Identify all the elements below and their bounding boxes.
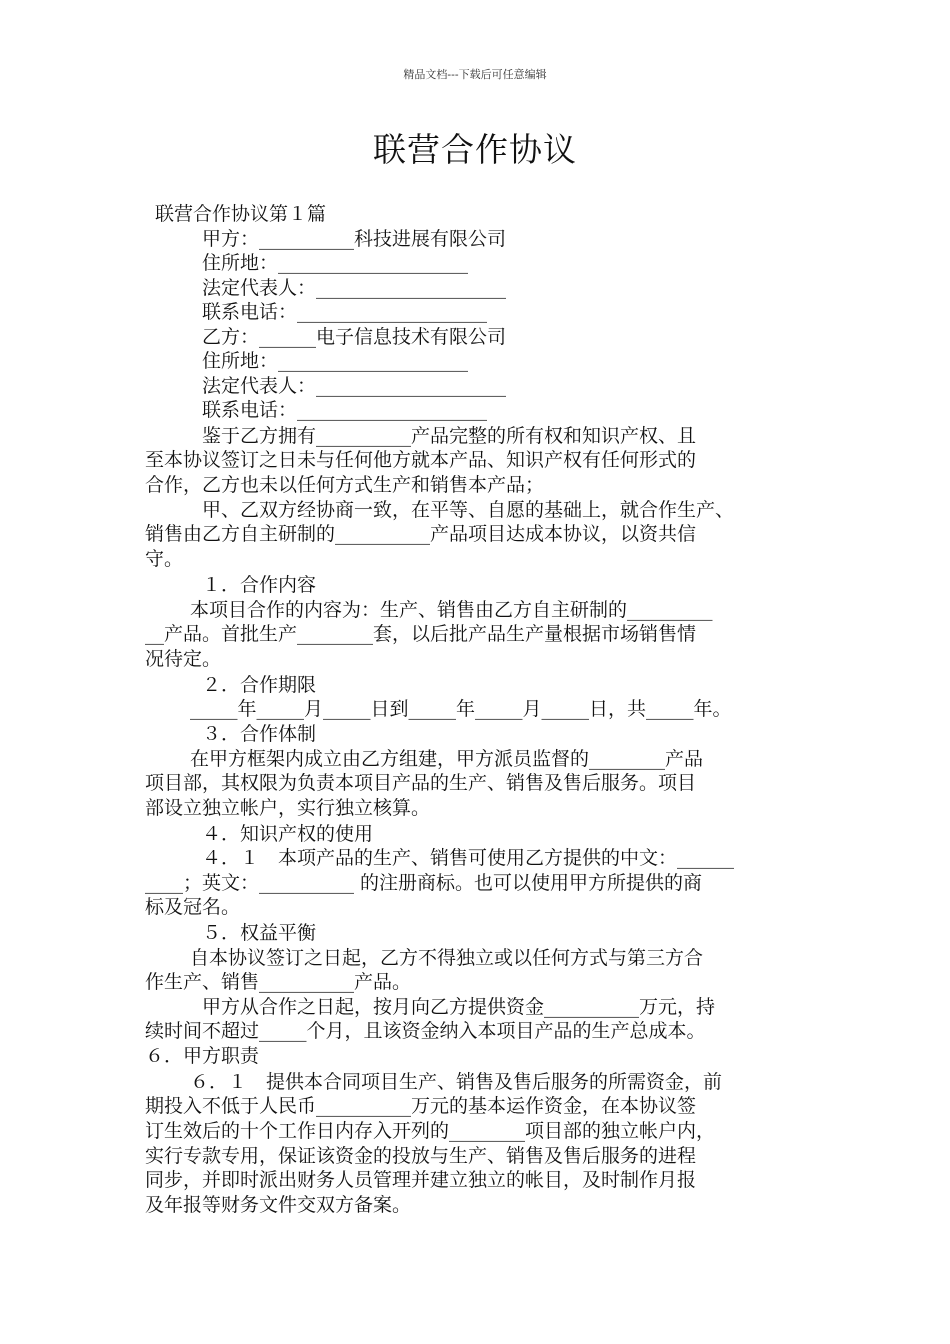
- text-line: 及年报等财务文件交双方备案。: [145, 1194, 412, 1216]
- text-line: 至本协议签订之日未与任何他方就本产品、知识产权有任何形式的: [145, 449, 697, 471]
- text-line: 鉴于乙方拥有__________产品完整的所有权和知识产权、且: [202, 425, 697, 447]
- text-line: 部设立独立帐户，实行独立核算。: [145, 797, 431, 819]
- text-line: ４．１ 本项产品的生产、销售可使用乙方提供的中文：______: [202, 847, 735, 869]
- text-line: 况待定。: [145, 648, 222, 670]
- party-b-phone: 联系电话：____________________: [202, 399, 488, 421]
- text-line: 实行专款专用，保证该资金的投放与生产、销售及售后服务的进程: [145, 1145, 697, 1167]
- text-line: 合作，乙方也未以任何方式生产和销售本产品；: [145, 474, 545, 496]
- text-line: 期投入不低于人民币__________万元的基本运作资金，在本协议签: [145, 1095, 697, 1117]
- party-a-representative: 法定代表人：____________________: [202, 277, 507, 299]
- text-line: 自本协议签订之日起，乙方不得独立或以任何方式与第三方合: [190, 947, 704, 969]
- section-heading: ６．甲方职责: [145, 1045, 260, 1067]
- text-line: 甲方从合作之日起，按月向乙方提供资金__________万元，持: [202, 996, 716, 1018]
- text-line: ６．１ 提供本合同项目生产、销售及售后服务的所需资金，前: [190, 1071, 723, 1093]
- section-heading: ４．知识产权的使用: [202, 823, 374, 845]
- text-line: 销售由乙方自主研制的__________产品项目达成本协议，以资共信: [145, 523, 697, 545]
- document-title: 联营合作协议: [373, 130, 577, 169]
- text-line: 作生产、销售__________产品。: [145, 971, 412, 993]
- section-heading: ２．合作期限: [202, 674, 317, 696]
- party-b-representative: 法定代表人：____________________: [202, 375, 507, 397]
- text-line: 守。: [145, 548, 184, 570]
- text-line: 订生效后的十个工作日内存入开列的________项目部的独立帐户内，: [145, 1120, 716, 1142]
- party-a-name: 甲方：__________科技进展有限公司: [202, 228, 507, 250]
- section-heading: ３．合作体制: [202, 723, 317, 745]
- text-line: 标及冠名。: [145, 896, 241, 918]
- text-line: 同步，并即时派出财务人员管理并建立独立的帐目，及时制作月报: [145, 1169, 697, 1191]
- text-line: ____；英文：__________ 的注册商标。也可以使用甲方所提供的商: [145, 872, 703, 894]
- text-line: _____年_____月_____日到_____年_____月_____日，共_____年。: [190, 698, 732, 720]
- party-b-name: 乙方：______电子信息技术有限公司: [202, 326, 507, 348]
- text-line: __产品。首批生产________套，以后批产品生产量根据市场销售情: [145, 623, 697, 645]
- text-line: 甲、乙双方经协商一致，在平等、自愿的基础上，就合作生产、: [202, 499, 735, 521]
- text-line: 在甲方框架内成立由乙方组建，甲方派员监督的________产品: [190, 748, 704, 770]
- text-line: 续时间不超过_____个月，且该资金纳入本项目产品的生产总成本。: [145, 1020, 706, 1042]
- text-line: 项目部，其权限为负责本项目产品的生产、销售及售后服务。项目: [145, 772, 697, 794]
- page-header-note: 精品文档---下载后可任意编辑: [403, 68, 547, 81]
- text-line: 本项目合作的内容为：生产、销售由乙方自主研制的_________: [190, 599, 713, 621]
- party-a-phone: 联系电话：____________________: [202, 301, 488, 323]
- section-heading: １．合作内容: [202, 574, 317, 596]
- party-a-address: 住所地：____________________: [202, 252, 469, 274]
- party-b-address: 住所地：____________________: [202, 350, 469, 372]
- section-heading: ５．权益平衡: [202, 922, 317, 944]
- chapter-heading: 联营合作协议第１篇: [155, 203, 327, 225]
